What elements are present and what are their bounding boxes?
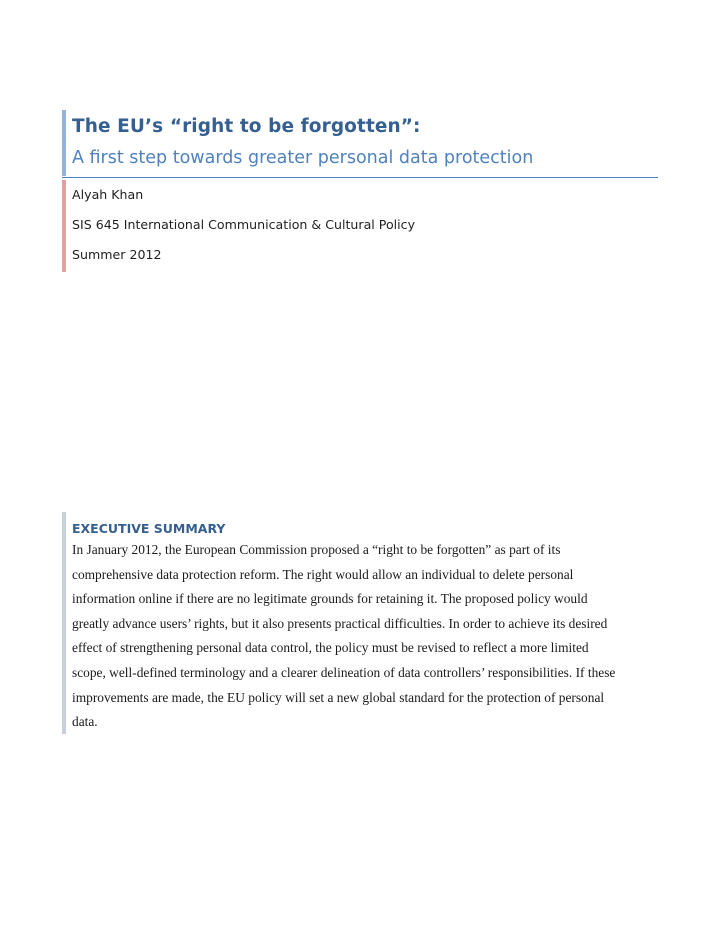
summary-line: greatly advance users’ rights, but it also presents practical difficulties. In order to achieve its desired — [72, 615, 608, 631]
executive-summary — [62, 512, 662, 734]
summary-line: improvements are made, the EU policy will set a new global standard for the protection of personal — [72, 689, 605, 705]
summary-body — [72, 538, 660, 735]
author-accent-bar — [62, 180, 66, 210]
course-accent-bar — [62, 210, 66, 240]
summary-accent-bar — [62, 512, 66, 734]
summary-line: scope, well-defined terminology and a clearer delineation of data controllers’ responsibilities. If these — [72, 664, 616, 680]
term-label: Summer 2012 — [72, 247, 162, 262]
document-subtitle: A first step towards greater personal data protection — [72, 148, 534, 168]
course-row — [62, 210, 622, 240]
title-accent-bar — [62, 110, 66, 176]
summary-line: data. — [72, 714, 98, 730]
title-divider — [62, 177, 658, 178]
summary-line: In January 2012, the European Commission proposed a “right to be forgotten” as part of its — [72, 542, 561, 557]
course-name: SIS 645 International Communication & Cultural Policy — [72, 217, 416, 232]
term-accent-bar — [62, 240, 66, 272]
summary-line: comprehensive data protection reform. The right would allow an individual to delete personal — [72, 566, 574, 582]
term-row — [62, 240, 622, 272]
author-name: Alyah Khan — [72, 187, 144, 202]
summary-heading: EXECUTIVE SUMMARY — [72, 521, 226, 536]
document-title: The EU’s “right to be forgotten”: — [72, 116, 421, 137]
author-row — [62, 180, 622, 210]
summary-line: information online if there are no legitimate grounds for retaining it. The proposed policy would — [72, 591, 588, 607]
summary-line: effect of strengthening personal data control, the policy must be revised to reflect a more limited — [72, 640, 589, 656]
